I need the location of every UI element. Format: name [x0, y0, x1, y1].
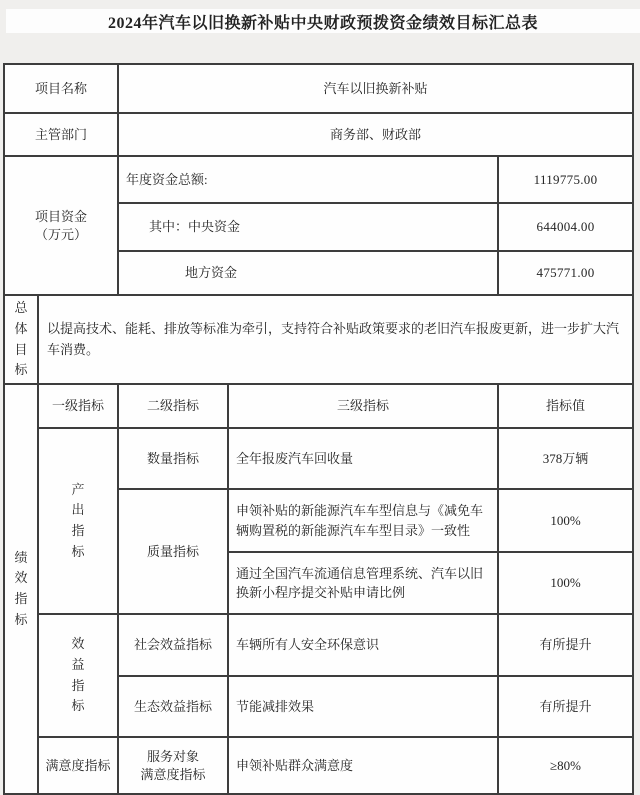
performance-label: 绩效指标: [14, 549, 28, 627]
project-name-label: 项目名称: [4, 64, 118, 113]
output-indicator-label-cell: [38, 428, 118, 614]
table-row: [4, 295, 633, 384]
funding-total-value: 1119775.00: [498, 156, 633, 203]
table-row: [4, 156, 633, 203]
table-row: [4, 384, 633, 428]
funding-label-line2: （万元）: [35, 226, 88, 242]
benefit-indicator-label: 效益指标: [71, 636, 85, 714]
overall-goal-label: 总体目标: [14, 300, 28, 378]
header-level1: 一级指标: [38, 384, 118, 428]
funding-total-label: 年度资金总额:: [118, 156, 498, 203]
department-label: 主管部门: [4, 113, 118, 156]
quality-indicator-value-1: 100%: [498, 489, 633, 552]
social-benefit-detail: 车辆所有人安全环保意识: [228, 614, 498, 676]
satisfaction-target-line2: 满意度指标: [140, 766, 206, 782]
eco-benefit-detail: 节能减排效果: [228, 676, 498, 737]
table-row: [4, 428, 633, 489]
funding-central-value: 644004.00: [498, 203, 633, 251]
table-row: [4, 737, 633, 794]
benefit-indicator-label-cell: [38, 614, 118, 737]
satisfaction-detail: 申领补贴群众满意度: [228, 737, 498, 794]
quality-indicator-detail-1: 申领补贴的新能源汽车车型信息与《减免车辆购置税的新能源汽车车型目录》一致性: [228, 489, 498, 552]
quantity-indicator-label: 数量指标: [118, 428, 228, 489]
summary-table: [3, 63, 634, 795]
page-title: 2024年汽车以旧换新补贴中央财政预拨资金绩效目标汇总表: [107, 14, 538, 32]
table-row: [4, 113, 633, 156]
funding-label-line1: 项目资金: [35, 208, 88, 224]
eco-benefit-label: 生态效益指标: [118, 676, 228, 737]
table-row: [4, 614, 633, 676]
department-value: 商务部、财政部: [118, 113, 633, 156]
eco-benefit-value: 有所提升: [498, 676, 633, 737]
quantity-indicator-value: 378万辆: [498, 428, 633, 489]
satisfaction-indicator-label: 满意度指标: [38, 737, 118, 794]
satisfaction-value: ≥80%: [498, 737, 633, 794]
quality-indicator-detail-2: 通过全国汽车流通信息管理系统、汽车以旧换新小程序提交补贴申请比例: [228, 552, 498, 614]
header-value: 指标值: [498, 384, 633, 428]
funding-local-label: 地方资金: [118, 251, 498, 295]
output-indicator-label: 产出指标: [71, 481, 85, 559]
quality-indicator-value-2: 100%: [498, 552, 633, 614]
satisfaction-target-label: [118, 737, 228, 794]
title-band: [6, 9, 640, 33]
overall-goal-label-cell: [4, 295, 38, 384]
satisfaction-target-line1: 服务对象: [147, 749, 200, 765]
project-name-value: 汽车以旧换新补贴: [118, 64, 633, 113]
social-benefit-label: 社会效益指标: [118, 614, 228, 676]
funding-local-value: 475771.00: [498, 251, 633, 295]
performance-label-cell: [4, 384, 38, 794]
funding-label: [4, 156, 118, 295]
quantity-indicator-detail: 全年报废汽车回收量: [228, 428, 498, 489]
header-level2: 二级指标: [118, 384, 228, 428]
table-row: [4, 64, 633, 113]
header-level3: 三级指标: [228, 384, 498, 428]
funding-central-label: 其中：中央资金: [118, 203, 498, 251]
quality-indicator-label: 质量指标: [118, 489, 228, 614]
overall-goal-text: 以提高技术、能耗、排放等标准为牵引，支持符合补贴政策要求的老旧汽车报废更新，进一步扩大汽车消费。: [38, 295, 633, 384]
social-benefit-value: 有所提升: [498, 614, 633, 676]
